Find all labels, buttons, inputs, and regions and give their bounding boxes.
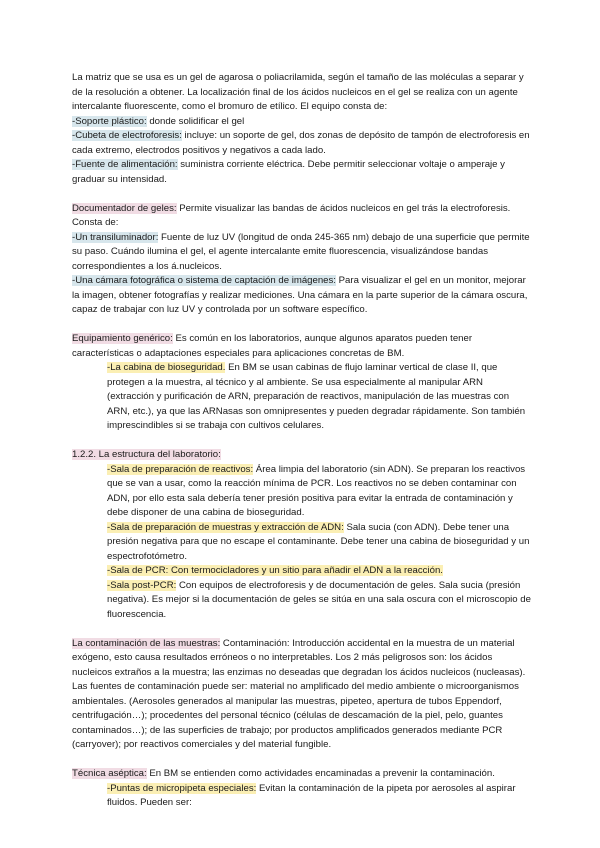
item-text: Área limpia del laboratorio (sin ADN). Se preparan los reactivos que se van a usar, como la reacción mínima de PCR. Los reactivos no se deben contaminar con ADN, por ello esta sala debería tener presión positiva para evitar la entrada de contaminación y debe disponer de una cabina de bioseguridad.	[107, 463, 526, 518]
documentador-item-transiluminador	[72, 231, 532, 275]
item-term: -Cubeta de electroforesis:	[72, 130, 182, 141]
estructura-item-pcr	[72, 564, 532, 579]
equipment-item-soporte	[72, 115, 532, 130]
section-term: Técnica aséptica:	[72, 768, 147, 779]
estructura-item-reactivos	[72, 463, 532, 521]
item-term: -Sala de preparación de reactivos:	[107, 463, 254, 475]
item-text: incluye: un soporte de gel, dos zonas de depósito de tampón de electroforesis en cada extremo, electrodos positivos y negativos a cada lado.	[72, 130, 530, 156]
contaminacion-paragraph	[72, 637, 532, 753]
item-term: -Fuente de alimentación:	[72, 159, 178, 170]
item-text: En BM se usan cabinas de flujo laminar vertical de clase II, que protegen a la muestra, al técnico y al ambiente. Se usa especialmente al manipular ARN (extracción y purificación de ARN, preparación de reactivos, manipulación de las muestras con ARN, etc.), ya que las ARNasas son omnipresentes y pueden degradar rápidamente. Son también imprescindibles si se trabaja con cultivos celulares.	[107, 362, 526, 431]
item-term: -Un transiluminador:	[72, 231, 159, 243]
item-term: -Una cámara fotográfica o sistema de captación de imágenes:	[72, 275, 336, 286]
document-page	[72, 71, 532, 811]
section-term: Equipamiento genérico:	[72, 333, 173, 344]
equipment-item-cubeta	[72, 129, 532, 158]
item-term: -Sala de preparación de muestras y extracción de ADN:	[107, 521, 344, 533]
item-term: -Puntas de micropipeta especiales:	[107, 782, 257, 794]
tecnica-item-puntas	[72, 782, 532, 811]
item-term: -Soporte plástico:	[72, 115, 147, 127]
item-term: -Sala de PCR: Con termocicladores y un sitio para añadir el ADN a la reacción.	[107, 565, 443, 576]
tecnica-paragraph	[72, 767, 532, 782]
estructura-item-muestras	[72, 521, 532, 565]
estructura-heading	[72, 448, 532, 463]
item-text: Fuente de luz UV (longitud de onda 245-365 nm) debajo de una superficie que permite su paso. Cuándo ilumina el gel, el agente intercalante emite fluorescencia, visualizándose bandas correspondientes a los á.nucleicos.	[72, 231, 530, 272]
section-term: Documentador de geles:	[72, 202, 177, 214]
estructura-item-postpcr	[72, 579, 532, 623]
intro-paragraph: La matriz que se usa es un gel de agarosa o poliacrilamida, según el tamaño de las moléculas a separar y de la resolución a obtener. La localización final de los ácidos nucleicos en el gel se realiza con un agente intercalante fluorescente, como el bromuro de etílico. El equipo consta de:	[72, 72, 524, 112]
section-term: La contaminación de las muestras:	[72, 637, 221, 649]
equipamiento-paragraph	[72, 332, 532, 361]
item-text: Con equipos de electroforesis y de documentación de geles. Sala sucia (presión negativa). Es mejor si la documentación de geles se sitúa en una sala oscura con el microscopio de fluorescencia.	[107, 579, 531, 620]
documentador-item-camara	[72, 274, 532, 318]
item-term: -Sala post-PCR:	[107, 579, 177, 591]
item-term: -La cabina de bioseguridad.	[107, 362, 226, 373]
documentador-paragraph	[72, 202, 532, 231]
section-text: Es común en los laboratorios, aunque algunos aparatos pueden tener características o adaptaciones especiales para aplicaciones concretas de BM.	[72, 333, 473, 359]
item-text: Sala sucia (con ADN). Debe tener una presión negativa para que no escape el contaminante. Debe tener una cabina de bioseguridad y un espectrofotómetro.	[107, 521, 530, 562]
section-text: En BM se entienden como actividades encaminadas a prevenir la contaminación.	[146, 768, 495, 779]
item-text: Evitan la contaminación de la pipeta por aerosoles al aspirar fluidos. Pueden ser:	[107, 782, 516, 808]
section-text: Contaminación: Introducción accidental en la muestra de un material exógeno, esto causa resultados erróneos o no interpretables. Los 2 más peligrosos son: los ácidos nucleicos extraños a la muestra; las enzimas no deseadas que degradan los ácidos nucleicos (nucleasas). Las fuentes de contaminación puede ser: material no amplificado del medio ambiente o microorganismos ambientales. (Aerosoles generados al manipular las muestras, pipeteo, apertura de tubos Eppendorf, centrifugación…); procedentes del personal técnico (células de descamación de la piel, pelo, guantes contaminados…); de las superficies de trabajo; por productos amplificados generados mediante PCR (carryover); por reactivos comerciales y del material fungible.	[72, 637, 526, 750]
equipamiento-item-cabina	[72, 361, 532, 434]
section-heading: 1.2.2. La estructura del laboratorio:	[72, 449, 221, 460]
section-text: Permite visualizar las bandas de ácidos nucleicos en gel trás la electroforesis. Consta de:	[72, 202, 511, 228]
item-text: Para visualizar el gel en un monitor, mejorar la imagen, obtener fotografías y realizar mediciones. Una cámara en la parte superior de la cámara oscura, capaz de trabajar con luz UV y controlada por un software específico.	[72, 275, 528, 315]
item-text: suministra corriente eléctrica. Debe permitir seleccionar voltaje o amperaje y graduar su intensidad.	[72, 159, 505, 185]
item-text: donde solidificar el gel	[146, 115, 245, 127]
equipment-item-fuente	[72, 158, 532, 187]
